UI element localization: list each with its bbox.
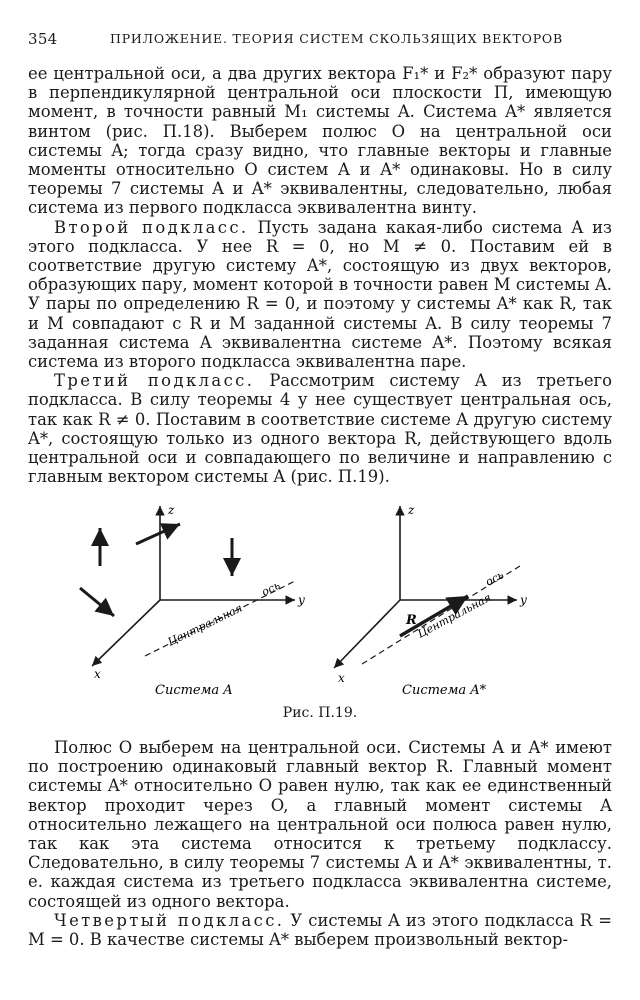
- left-central-label: Центральная: [165, 601, 245, 649]
- body-second-subclass: Пусть задана какая-либо система A из этого подкласса. У нее R = 0, но M ≠ 0. Поставим ей в соответствие другую систему A*, состоящую из двух векторов, образующих пару, момент которой в точности равен M системы A. У пары по определению R = 0, и поэтому у системы A* как R, так и M совпадают с R и M заданной системы A. В силу теоремы 7 заданная система A эквивалентна системе A*. Поэтому всякая система из второго подкласса эквивалентна паре.: [28, 217, 612, 372]
- page-header: [28, 30, 612, 50]
- paragraph-second-subclass: [28, 218, 612, 372]
- body-third-subclass: Рассмотрим систему A из третьего подкласса. В силу теоремы 4 у нее существует центральная ось, так как R ≠ 0. Поставим в соответствие системе A другую систему A*, состоящую только из одного вектора R, действующего вдоль центральной оси и совпадающего по величине и направлению с главным вектором системы A (рис. П.19).: [28, 371, 612, 487]
- running-title: ПРИЛОЖЕНИЕ. ТЕОРИЯ СИСТЕМ СКОЛЬЗЯЩИХ ВЕКТОРОВ: [110, 31, 563, 46]
- heading-third-subclass: Третий подкласс.: [54, 371, 255, 391]
- right-system-diagram: [334, 503, 527, 698]
- right-x-label: x: [338, 671, 345, 685]
- paragraph-third-subclass: [28, 371, 612, 486]
- left-z-label: z: [168, 503, 175, 517]
- body-fourth-subclass: У системы A из этого подкласса R = M = 0. В качестве системы A* выберем произвольный вектор-: [28, 910, 612, 950]
- heading-second-subclass: Второй подкласс.: [54, 217, 249, 237]
- text-section-bottom: [28, 738, 612, 949]
- right-axis-os-label: ось: [483, 568, 506, 589]
- left-system-label: Система A: [155, 683, 233, 698]
- paragraph-after-figure: Полюс O выберем на центральной оси. Системы A и A* имеют по построению одинаковый главный вектор R. Главный момент системы A* относительно O равен нулю, так как ее единственный вектор проходит через O, а главный момент системы A относительно лежащего на центральной оси полюса равен нулю, так как эта система относится к третьему подклассу. Следовательно, в силу теоремы 7 системы A и A* эквивалентны, т. е. каждая система из третьего подкласса эквивалентна системе, состоящей из одного вектора.: [28, 738, 612, 911]
- left-x-axis: [92, 600, 160, 666]
- paragraph-first-subclass-end: ее центральной оси, а два других вектора F₁* и F₂* образуют пару в перпендикулярной центральной оси плоскости П, имеющую момент, в точности равный M₁ системы A. Система A* является винтом (рис. П.18). Выберем полюс O на центральной оси системы A; тогда сразу видно, что главные векторы и главные моменты относительно O систем A и A* одинаковы. Но в силу теоремы 7 системы A и A* эквивалентны, следовательно, любая система из первого подкласса эквивалентна винту.: [28, 64, 612, 218]
- left-vector-4: [80, 588, 114, 616]
- figure-p19: [70, 496, 570, 726]
- right-y-label: y: [520, 593, 527, 607]
- left-axis-os-label: ось: [259, 578, 283, 599]
- heading-fourth-subclass: Четвертый подкласс.: [54, 910, 285, 930]
- left-x-label: x: [94, 667, 101, 681]
- right-central-label: Центральная: [415, 590, 494, 641]
- right-z-label: z: [408, 503, 415, 517]
- paragraph-fourth-subclass: [28, 911, 612, 949]
- text-section-top: [28, 64, 612, 486]
- right-vector-R-label: R: [406, 613, 417, 628]
- right-x-axis: [334, 600, 400, 668]
- left-y-label: y: [298, 593, 305, 607]
- left-system-diagram: [80, 503, 305, 698]
- right-system-label: Система A*: [402, 683, 487, 698]
- left-vector-2: [136, 524, 180, 544]
- page-number: 354: [28, 30, 58, 48]
- figure-caption: Рис. П.19.: [282, 705, 358, 721]
